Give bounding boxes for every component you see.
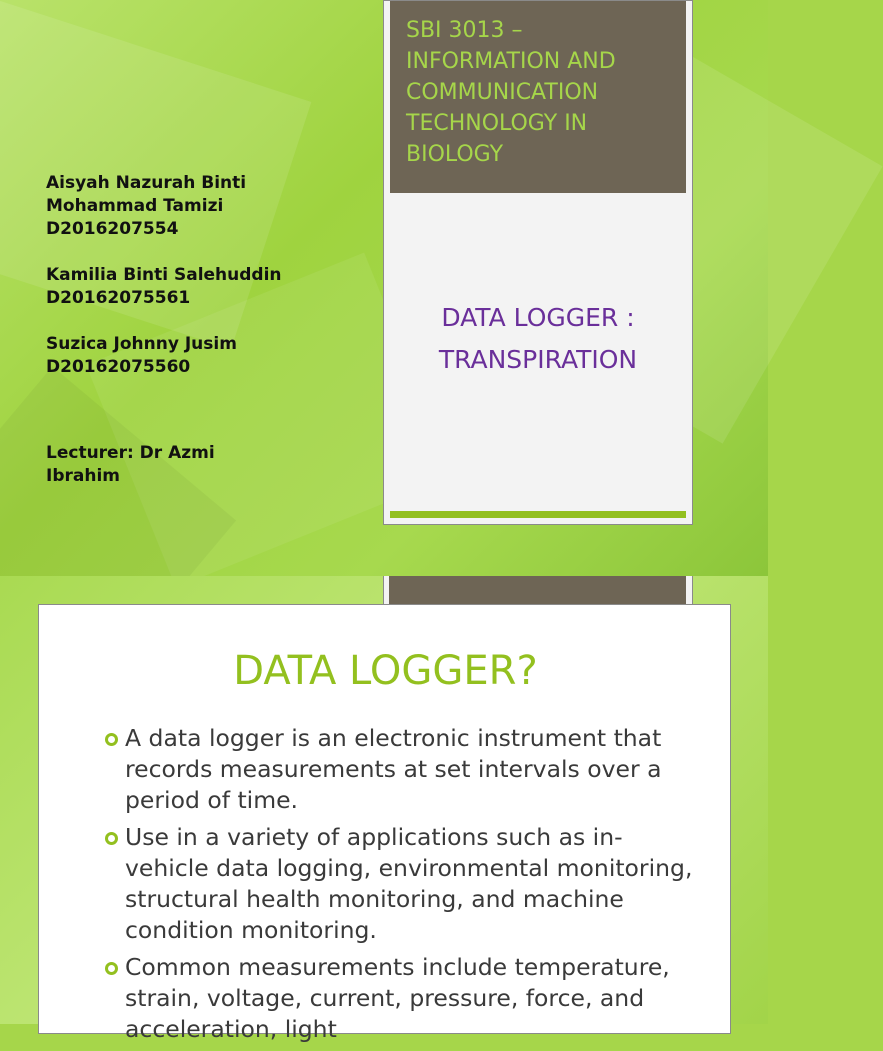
presentation-title <box>384 297 692 381</box>
author-id: D2016207554 <box>46 219 179 239</box>
presentation-title-line2: TRANSPIRATION <box>438 345 638 374</box>
bullet-text: A data logger is an electronic instrument that records measurements at set intervals over a period of time. <box>125 724 662 814</box>
title-card <box>383 0 693 525</box>
author-id: D20162075561 <box>46 288 191 308</box>
circle-bullet-icon <box>105 832 118 845</box>
list-item <box>105 952 705 1045</box>
author-name: Suzica Johnny Jusim <box>46 334 237 354</box>
bullet-text: Common measurements include temperature, strain, voltage, current, pressure, force, and acceleration, light <box>125 953 670 1043</box>
slide-title: DATA LOGGER? <box>233 648 538 694</box>
list-item <box>105 723 705 816</box>
author-name: Mohammad Tamizi <box>46 196 224 216</box>
title-slide <box>0 0 768 576</box>
author-id: D20162075560 <box>46 357 191 377</box>
bullet-text: Use in a variety of applications such as in-vehicle data logging, environmental monitoring, structural health monitoring, and machine condition monitoring. <box>125 823 693 944</box>
lecturer-label: Lecturer: Dr Azmi <box>46 443 215 463</box>
course-header <box>390 1 686 193</box>
content-card <box>38 604 731 1043</box>
lecturer-name: Ibrahim <box>46 466 120 486</box>
author-name: Kamilia Binti Salehuddin <box>46 265 282 285</box>
list-item <box>105 822 705 946</box>
author-list <box>46 172 366 488</box>
author-name: Aisyah Nazurah Binti <box>46 173 247 193</box>
course-title: SBI 3013 – INFORMATION AND COMMUNICATION TECHNOLOGY IN BIOLOGY <box>406 18 616 167</box>
accent-bar <box>390 511 686 518</box>
circle-bullet-icon <box>105 733 118 746</box>
circle-bullet-icon <box>105 962 118 975</box>
presentation-title-line1: DATA LOGGER : <box>441 303 635 332</box>
bullet-list <box>105 723 705 1051</box>
